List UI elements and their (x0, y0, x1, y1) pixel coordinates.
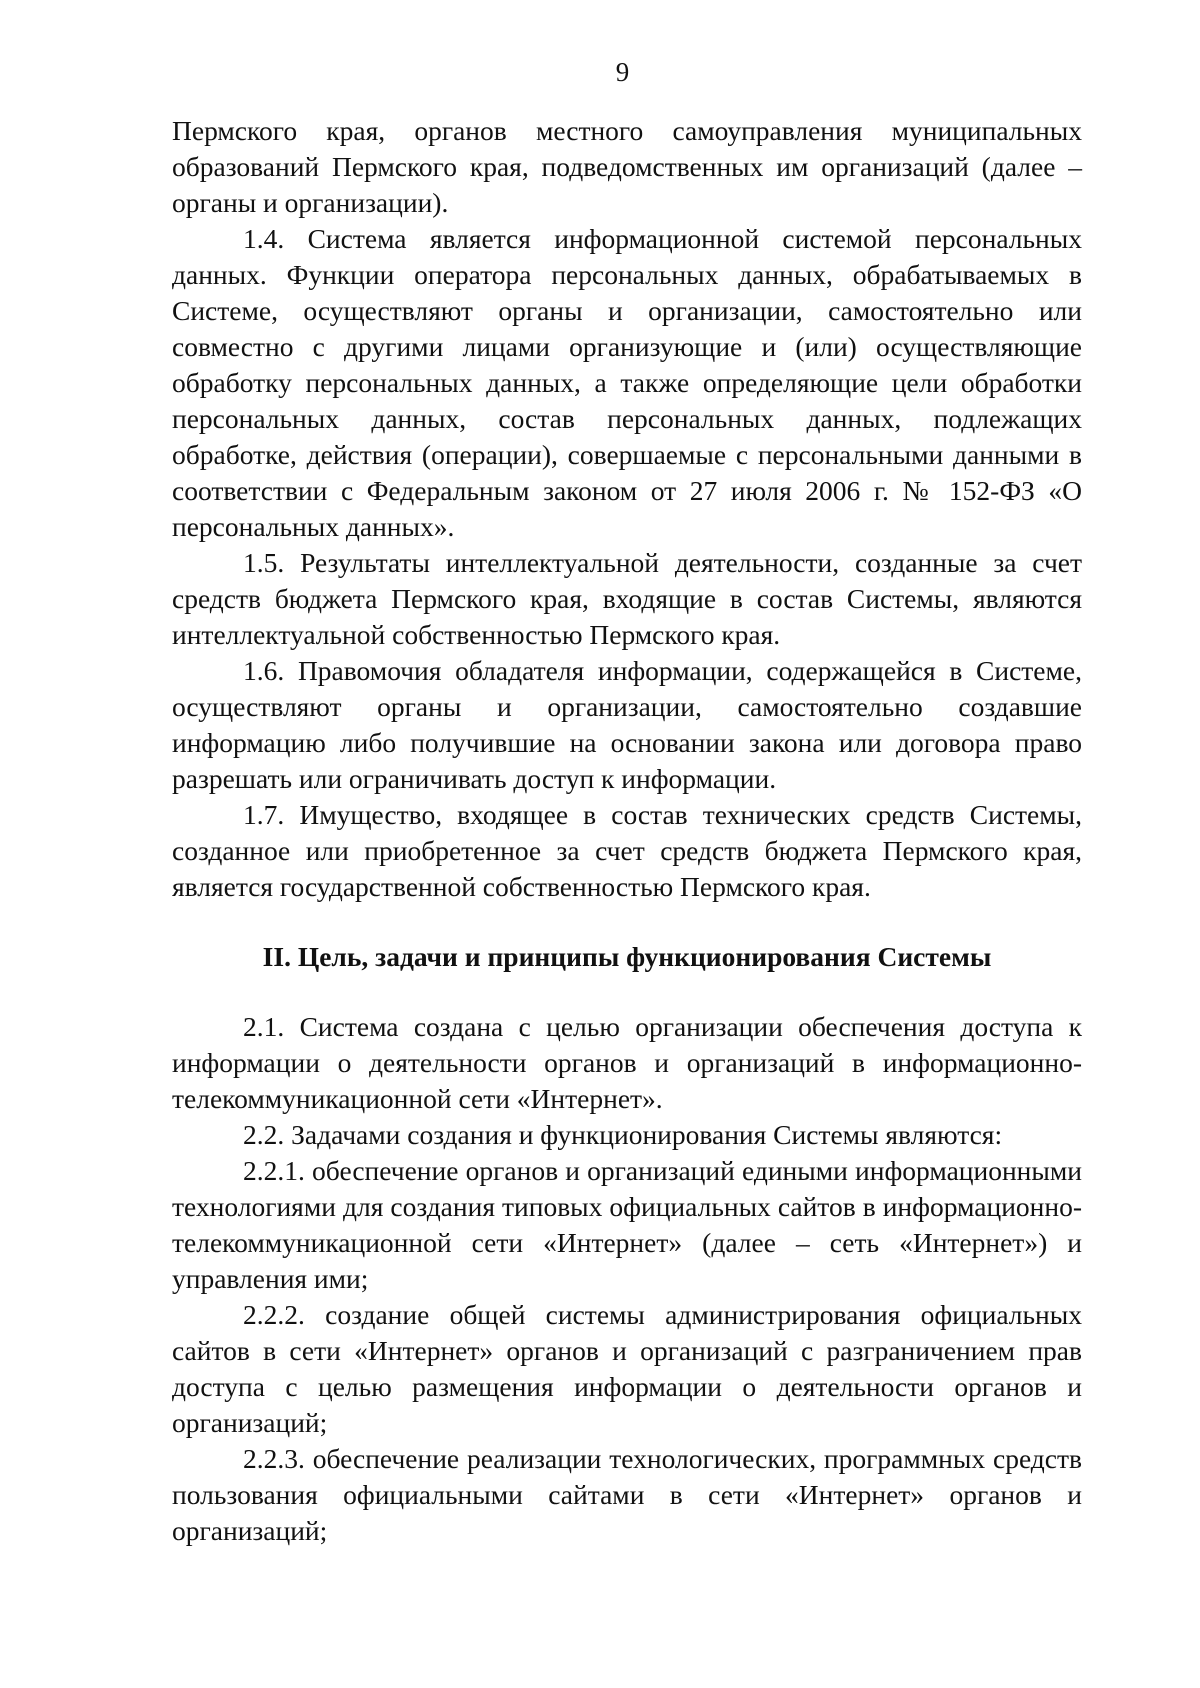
paragraph-2-1: 2.1. Система создана с целью организации обеспечения доступа к информации о деятельности органов и организаций в информационно-телекоммуникационной сети «Интернет». (172, 1011, 1082, 1114)
paragraph-1-7: 1.7. Имущество, входящее в состав технических средств Системы, созданное или приобретенное за счет средств бюджета Пермского края, является государственной собственностью Пермского края. (172, 799, 1082, 902)
paragraph-2-2: 2.2. Задачами создания и функционирования Системы являются: (243, 1119, 1003, 1150)
section-heading: II. Цель, задачи и принципы функционирования Системы (262, 941, 992, 972)
paragraph-1-4: 1.4. Система является информационной системой персональных данных. Функции оператора персональных данных, обрабатываемых в Системе, осуществляют органы и организации, самостоятельно или совместно с другими лицами организующие и (или) осуществляющие обработку персональных данных, а также определяющие цели обработки персональных данных, состав персональных данных, подлежащих обработке, действия (операции), совершаемые с персональными данными в соответствии с Федеральным законом от 27 июля 2006 г. № 152-ФЗ «О персональных данных». (172, 223, 1082, 542)
paragraph-1-6: 1.6. Правомочия обладателя информации, содержащейся в Системе, осуществляют органы и организации, самостоятельно создавшие информацию либо получившие на основании закона или договора право разрешать или ограничивать доступ к информации. (172, 655, 1082, 794)
document-body (172, 113, 1082, 1549)
paragraph-2-2-2: 2.2.2. создание общей системы администрирования официальных сайтов в сети «Интернет» органов и организаций с разграничением прав доступа с целью размещения информации о деятельности органов и организаций; (172, 1299, 1082, 1438)
paragraph-1-5: 1.5. Результаты интеллектуальной деятельности, созданные за счет средств бюджета Пермского края, входящие в состав Системы, являются интеллектуальной собственностью Пермского края. (172, 547, 1082, 650)
page-number: 9 (615, 57, 630, 87)
paragraph-continuation: Пермского края, органов местного самоуправления муниципальных образований Пермского края, подведомственных им организаций (далее – органы и организации). (172, 115, 1082, 218)
paragraph-2-2-3: 2.2.3. обеспечение реализации технологических, программных средств пользования официальными сайтами в сети «Интернет» органов и организаций; (172, 1443, 1082, 1546)
paragraph-2-2-1: 2.2.1. обеспечение органов и организаций едиными информационными технологиями для создания типовых официальных сайтов в информационно-телекоммуникационной сети «Интернет» (далее – сеть «Интернет») и управления ими; (172, 1155, 1082, 1294)
